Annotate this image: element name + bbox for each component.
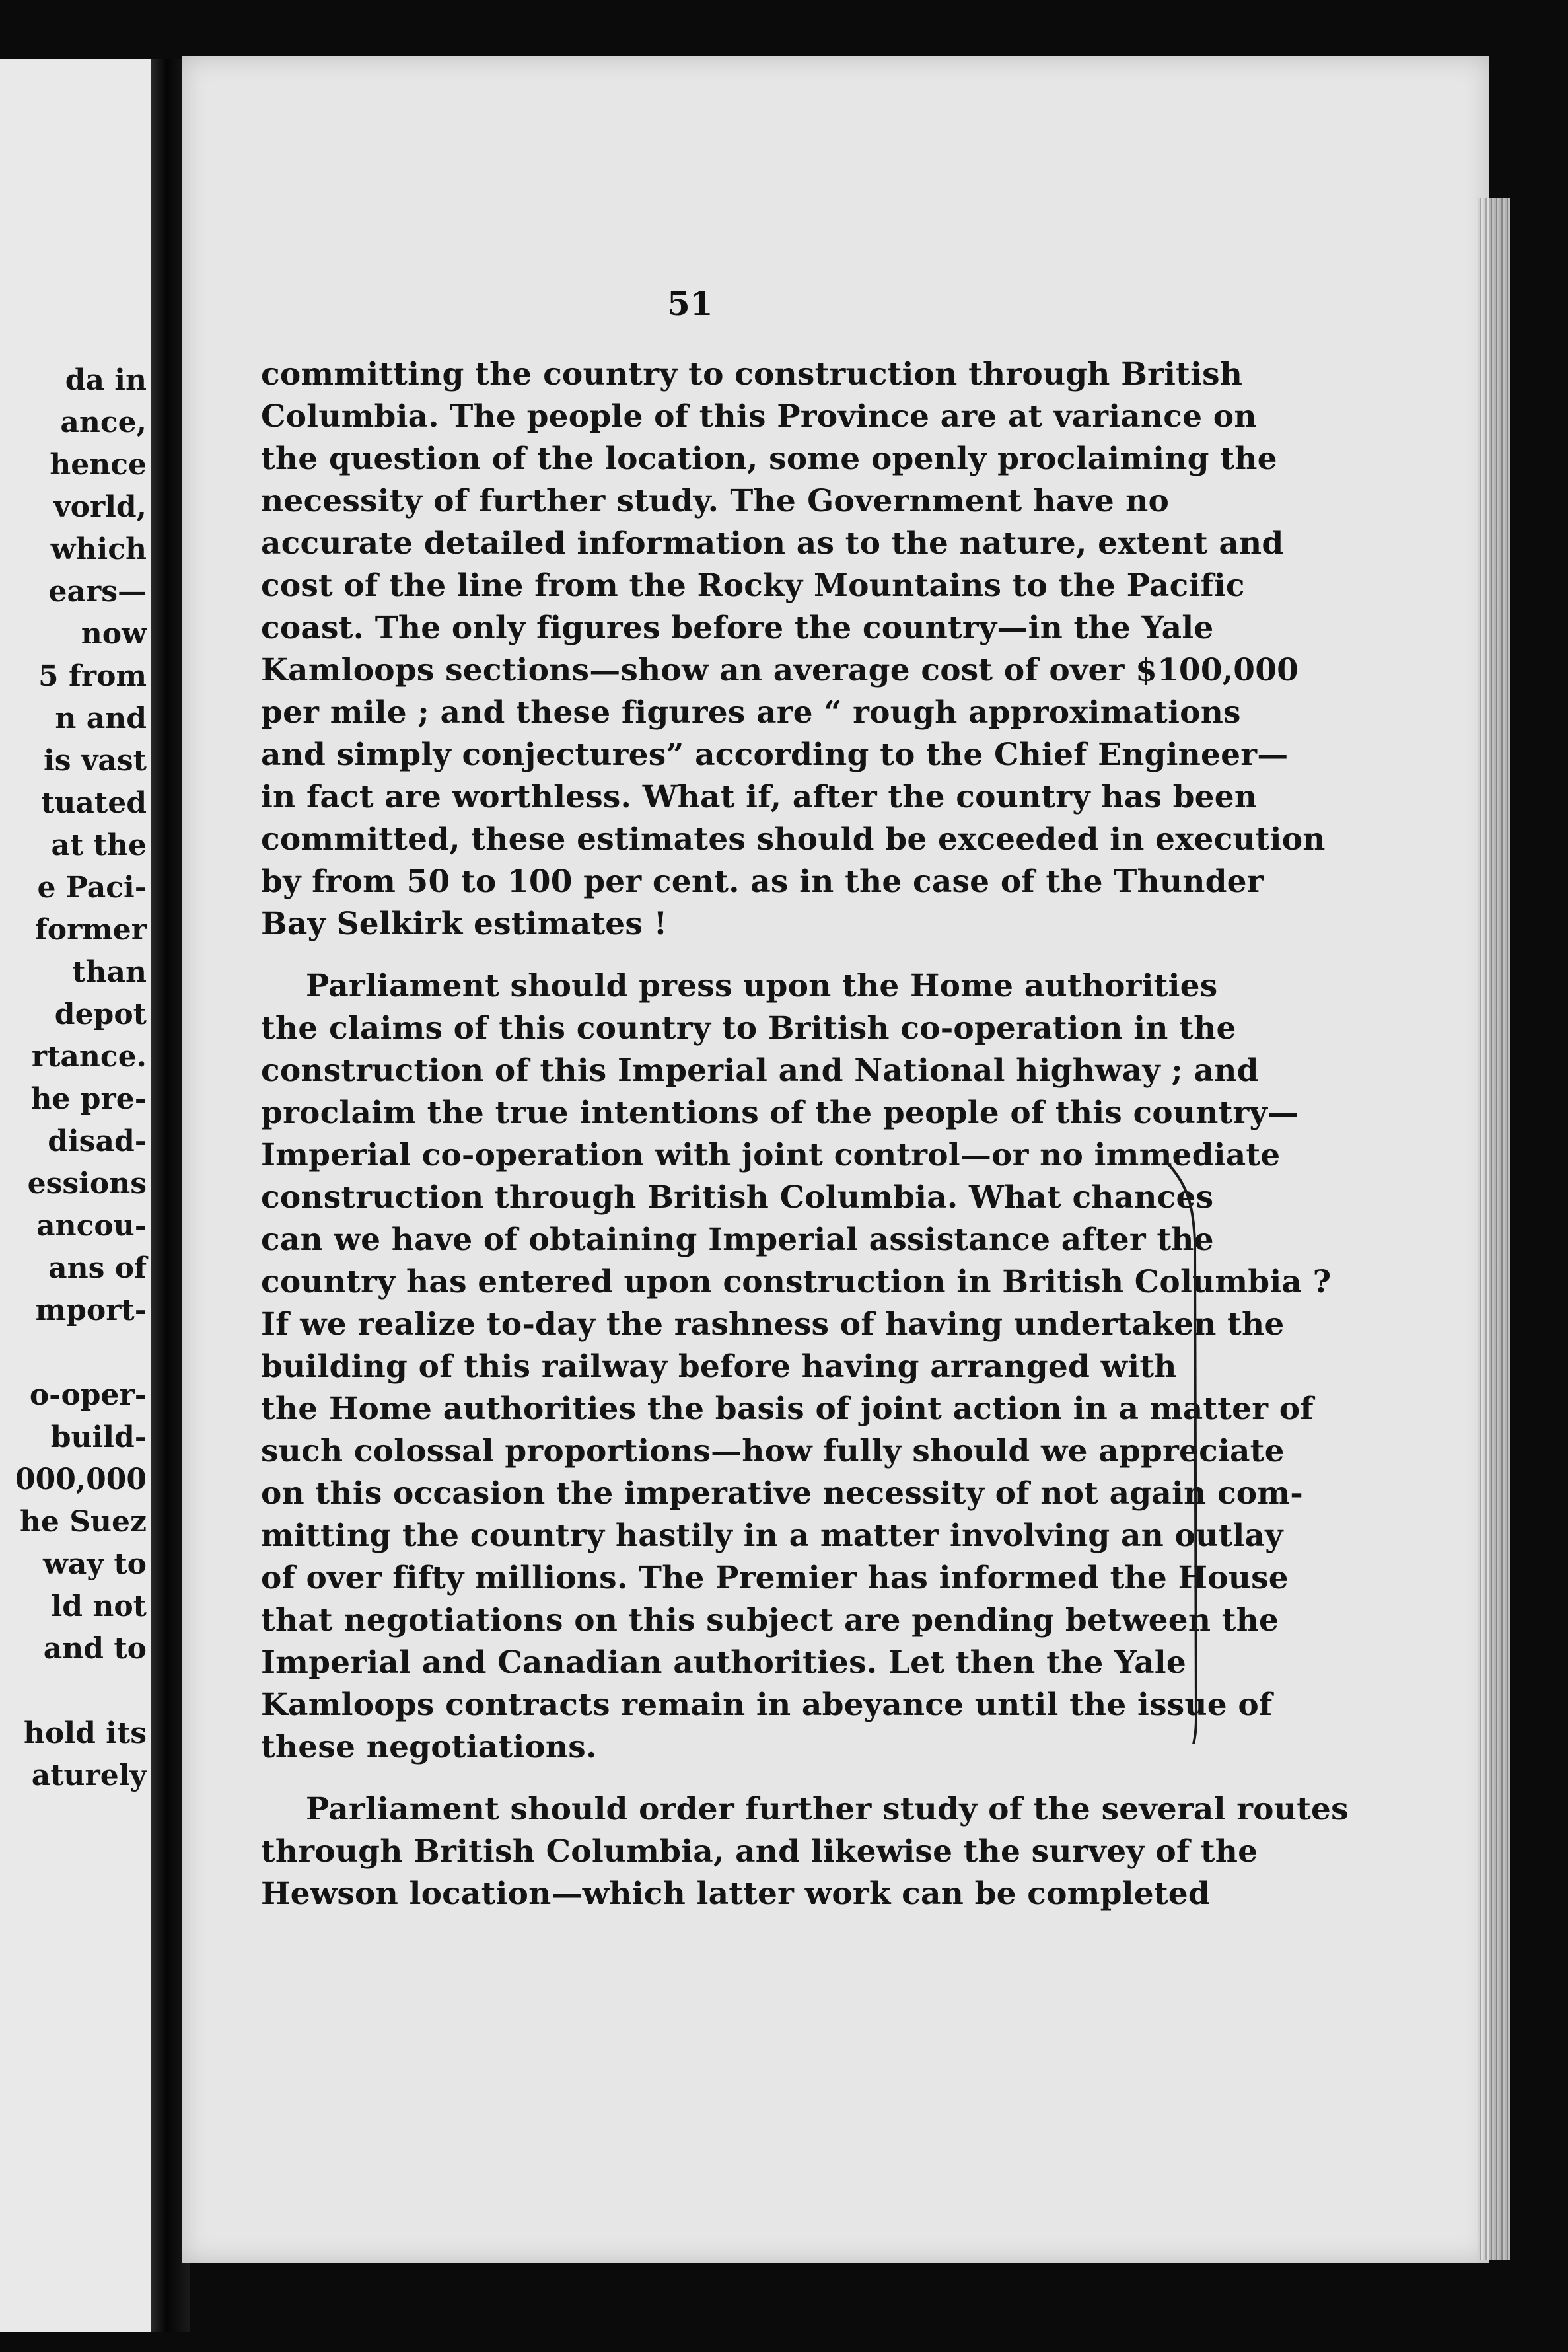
text-line: Kamloops sections—show an average cost of over $100,000 bbox=[261, 652, 1299, 688]
left-page-fragment: ance, bbox=[60, 406, 147, 439]
text-line: If we realize to-day the rashness of having undertaken the bbox=[261, 1306, 1285, 1342]
text-line: the claims of this country to British co-operation in the bbox=[261, 1010, 1236, 1047]
left-page-fragment: now bbox=[81, 617, 147, 651]
text-line: Columbia. The people of this Province are at variance on bbox=[261, 398, 1257, 435]
left-page-fragment: hence bbox=[50, 448, 147, 482]
text-line: committing the country to construction through British bbox=[261, 356, 1243, 392]
left-page-fragment: which bbox=[50, 533, 147, 566]
text-line: Kamloops contracts remain in abeyance until the issue of bbox=[261, 1687, 1273, 1723]
text-line: Parliament should order further study of the several routes bbox=[306, 1791, 1349, 1827]
left-page-fragment: he pre- bbox=[30, 1082, 147, 1116]
text-line: coast. The only figures before the country—in the Yale bbox=[261, 610, 1214, 646]
paragraph bbox=[261, 965, 1332, 1769]
left-page-fragment: 000,000 bbox=[15, 1463, 147, 1496]
text-line: by from 50 to 100 per cent. as in the case of the Thunder bbox=[261, 864, 1264, 900]
text-line: proclaim the true intentions of the people of this country— bbox=[261, 1095, 1299, 1131]
body-text bbox=[261, 353, 1349, 1915]
text-line: country has entered upon construction in British Columbia ? bbox=[261, 1264, 1332, 1300]
text-line: construction through British Columbia. What chances bbox=[261, 1179, 1214, 1216]
text-line: such colossal proportions—how fully should we appreciate bbox=[261, 1433, 1285, 1469]
text-line: through British Columbia, and likewise the survey of the bbox=[261, 1833, 1258, 1870]
text-line: necessity of further study. The Government have no bbox=[261, 483, 1169, 519]
left-page-fragment: ld not bbox=[51, 1590, 147, 1623]
text-line: on this occasion the imperative necessity of not again com- bbox=[261, 1475, 1303, 1512]
text-line: Imperial co-operation with joint control—or no immediate bbox=[261, 1137, 1281, 1173]
text-line: of over fifty millions. The Premier has informed the House bbox=[261, 1560, 1289, 1596]
left-page-fragment: da in bbox=[65, 363, 147, 397]
text-line: construction of this Imperial and National highway ; and bbox=[261, 1052, 1259, 1089]
left-page-fragment: ans of bbox=[48, 1251, 147, 1285]
left-page-fragment: 5 from bbox=[38, 659, 147, 693]
page-edge-stack bbox=[1478, 198, 1510, 2260]
text-line: that negotiations on this subject are pending between the bbox=[261, 1602, 1279, 1638]
left-page-fragment: is vast bbox=[44, 744, 147, 778]
paragraph-gap bbox=[261, 945, 1169, 965]
text-line: building of this railway before having arranged with bbox=[261, 1348, 1177, 1385]
left-page-fragment: e Paci- bbox=[37, 871, 147, 904]
text-line: the Home authorities the basis of joint action in a matter of bbox=[261, 1391, 1314, 1427]
left-page-fragment: ancou- bbox=[36, 1209, 147, 1243]
left-page-fragment: disad- bbox=[48, 1124, 147, 1158]
paragraph bbox=[261, 353, 1326, 945]
page-number: 51 bbox=[667, 284, 713, 323]
paragraph-gap bbox=[261, 1769, 1169, 1788]
left-page-fragment: than bbox=[72, 955, 147, 989]
left-page-fragment: hold its bbox=[24, 1716, 147, 1750]
text-line: and simply conjectures” according to the Chief Engineer— bbox=[261, 737, 1289, 773]
text-line: Parliament should press upon the Home authorities bbox=[306, 968, 1218, 1004]
text-line: Imperial and Canadian authorities. Let then the Yale bbox=[261, 1644, 1186, 1681]
paragraph bbox=[261, 1788, 1349, 1915]
left-page-fragment: n and bbox=[55, 702, 147, 735]
text-line: the question of the location, some openly proclaiming the bbox=[261, 441, 1277, 477]
left-page-fragment: former bbox=[34, 913, 147, 947]
left-page-fragment: o-oper- bbox=[29, 1378, 147, 1412]
text-line: can we have of obtaining Imperial assistance after the bbox=[261, 1222, 1214, 1258]
text-line: Bay Selkirk estimates ! bbox=[261, 906, 668, 942]
left-page-fragment: and to bbox=[43, 1632, 147, 1666]
text-line: committed, these estimates should be exceeded in execution bbox=[261, 821, 1326, 858]
text-line: per mile ; and these figures are “ rough approximations bbox=[261, 694, 1241, 731]
text-line: mitting the country hastily in a matter involving an outlay bbox=[261, 1518, 1283, 1554]
left-page-fragment: at the bbox=[51, 828, 147, 862]
left-page-fragment: he Suez bbox=[19, 1505, 147, 1539]
left-page-fragment: essions bbox=[27, 1167, 147, 1200]
left-page-fragment: build- bbox=[50, 1420, 147, 1454]
left-page-fragment: way to bbox=[43, 1547, 147, 1581]
left-page-fragment: mport- bbox=[35, 1294, 147, 1327]
text-line: accurate detailed information as to the nature, extent and bbox=[261, 525, 1284, 562]
left-page-fragment: ears— bbox=[48, 575, 147, 608]
text-line: in fact are worthless. What if, after the country has been bbox=[261, 779, 1258, 815]
text-line: these negotiations. bbox=[261, 1729, 597, 1765]
text-line: cost of the line from the Rocky Mountains to the Pacific bbox=[261, 568, 1245, 604]
text-line: Hewson location—which latter work can be completed bbox=[261, 1876, 1210, 1912]
left-page-fragment: vorld, bbox=[53, 490, 147, 524]
left-page-fragment: tuated bbox=[41, 786, 147, 820]
left-page-fragment: depot bbox=[54, 998, 147, 1031]
left-page-fragment: aturely bbox=[31, 1759, 147, 1792]
left-facing-page bbox=[0, 59, 151, 2332]
left-page-fragment: rtance. bbox=[31, 1040, 147, 1074]
margin-bracket-mark bbox=[1166, 1163, 1205, 1744]
